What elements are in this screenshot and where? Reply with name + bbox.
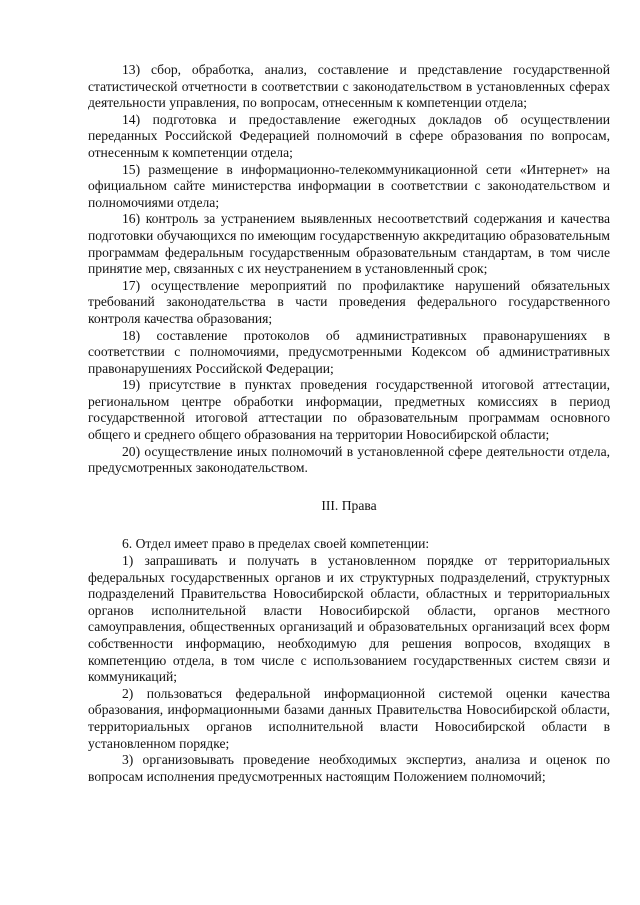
duty-item-15: 15) размещение в информационно-телекоммуникационной сети «Интернет» на официальном сайте министерства информации в соответствии с законодательством и полномочиями отдела; — [88, 161, 610, 210]
rights-intro: 6. Отдел имеет право в пределах своей компетенции: — [122, 536, 430, 552]
document-page — [88, 62, 610, 785]
duty-item-17: 17) осуществление мероприятий по профилактике нарушений обязательных требований законодательства в части проведения федерального государственного контроля качества образования; — [88, 277, 610, 326]
duty-item-13: 13) сбор, обработка, анализ, составление и представление государственной статистической отчетности в соответствии с законодательством в установленных сферах деятельности управления, по вопросам, отнесенным к компетенции отдела; — [88, 62, 610, 111]
duty-item-18: 18) составление протоколов об административных правонарушениях в соответствии с полномочиями, предусмотренными Кодексом об административных правонарушениях Российской Федерации; — [88, 327, 610, 376]
rights-item-3: 3) организовывать проведение необходимых экспертиз, анализа и оценок по вопросам исполнения предусмотренных настоящим Положением полномочий; — [88, 752, 610, 784]
duty-item-14: 14) подготовка и предоставление ежегодных докладов об осуществлении переданных Российской Федерацией полномочий в сфере образования по вопросам, отнесенным к компетенции отдела; — [88, 111, 610, 160]
section-heading-rights: III. Права — [321, 497, 377, 513]
rights-item-2: 2) пользоваться федеральной информационной системой оценки качества образования, информационными базами данных Правительства Новосибирской области, территориальных органов исполнительной власти Новосибирской области в установленном порядке; — [88, 685, 610, 751]
duty-item-16: 16) контроль за устранением выявленных несоответствий содержания и качества подготовки обучающихся по имеющим государственную аккредитацию образовательным программам федеральным государственным образовательным стандартам, в том числе принятие мер, связанных с их неустранением в установленный срок; — [88, 211, 610, 277]
duty-item-19: 19) присутствие в пунктах проведения государственной итоговой аттестации, региональном центре обработки информации, предметных комиссиях в период государственной итоговой аттестации по образовательным программам основного общего и среднего общего образования на территории Новосибирской области; — [88, 377, 610, 443]
rights-item-1: 1) запрашивать и получать в установленном порядке от территориальных федеральных государственных органов и их структурных подразделений, структурных подразделений Правительства Новосибирской области, областных и территориальных органов исполнительной власти Новосибирской области, органов местного самоуправления, общественных организаций и образовательных организаций всех форм собственности информацию, необходимую для решения вопросов, входящих в компетенцию отдела, в том числе с использованием государственных систем связи и коммуникаций; — [88, 553, 610, 685]
duty-item-20: 20) осуществление иных полномочий в установленной сфере деятельности отдела, предусмотренных законодательством. — [88, 443, 610, 476]
